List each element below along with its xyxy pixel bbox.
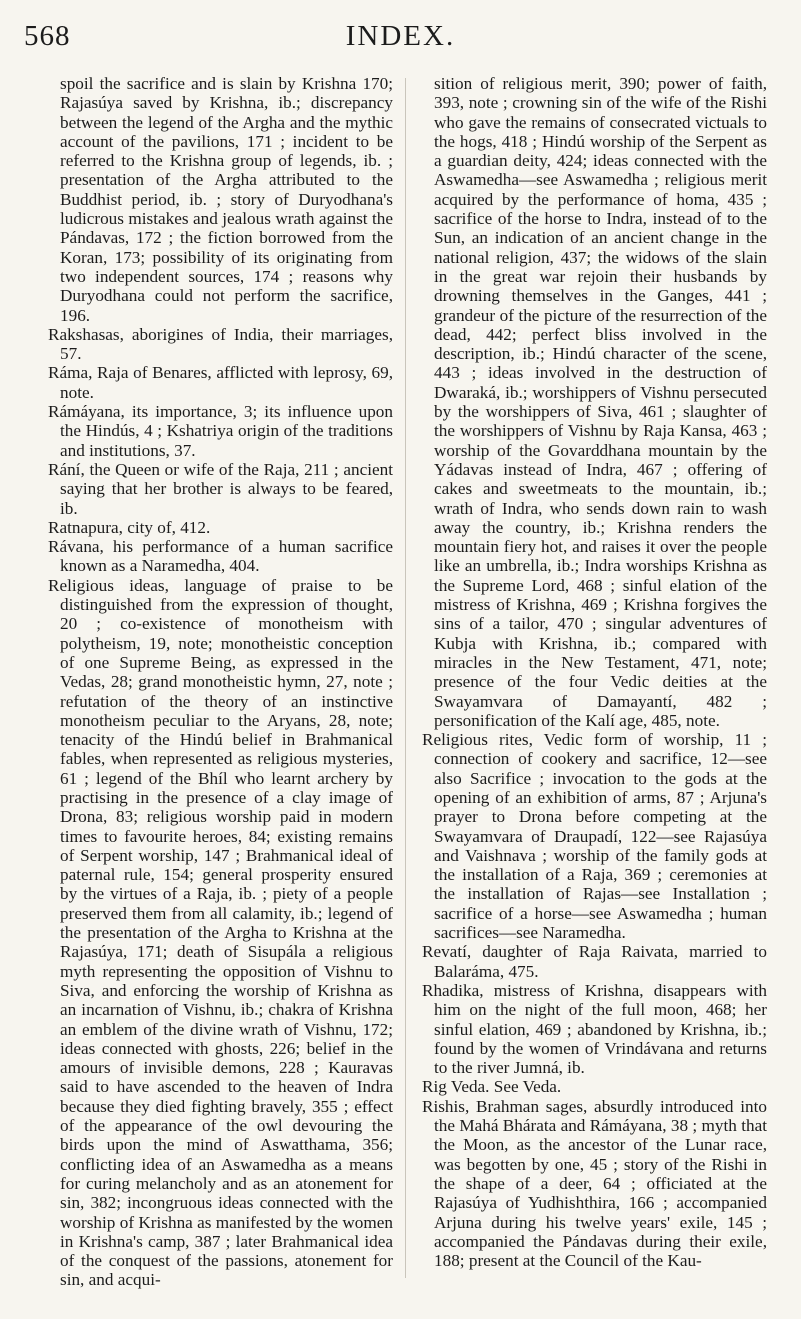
- index-entry: Ráma, Raja of Benares, afflicted with leprosy, 69, note.: [48, 363, 393, 402]
- index-entry: Religious ideas, language of praise to be distinguished from the expression of thought, 20 ; co-existence of monotheism with polytheism, 19, note; monotheistic conception of one Supreme Being, as expressed in the Vedas, 28; grand monotheistic hymn, 27, note ; refutation of the theory of an instinctive monotheism peculiar to the Aryans, 28, note; tenacity of the Hindú belief in Brahmanical fables, when represented as religious mysteries, 61 ; legend of the Bhíl who learnt archery by practising in the presence of a clay image of Drona, 83; religious worship paid in modern times to favourite heroes, 84; existing remains of Serpent worship, 147 ; Brahmanical ideal of paternal rule, 154; general prosperity ensured by the virtues of a Raja, ib. ; piety of a people preserved them from all calamity, ib.; legend of the presentation of the Argha to Krishna at the Rajasúya, 171; death of Sisupála a religious myth representing the opposition of Vishnu to Siva, and enforcing the worship of Krishna as an incarnation of Vishnu, ib.; chakra of Krishna an emblem of the divine wrath of Vishnu, 172; ideas connected with ghosts, 226; belief in the amours of invisible demons, 228 ; Kauravas said to have ascended to the heaven of Indra because they died fighting bravely, 355 ; effect of the appearance of the owl devouring the birds upon the mind of Aswatthama, 356; conflicting idea of an Aswamedha as a means for curing melancholy and as an atonement for sin, 382; incongruous ideas connected with the worship of Krishna as manifested by the women in Krishna's camp, 387 ; later Brahmanical idea of the conquest of the passions, atonement for sin, and acqui-: [48, 575, 393, 1290]
- index-entry: Revatí, daughter of Raja Raivata, married to Balaráma, 475.: [422, 942, 767, 981]
- index-entry: Rakshasas, aborigines of India, their marriages, 57.: [48, 324, 393, 364]
- index-entry: Ratnapura, city of, 412.: [48, 517, 211, 537]
- index-entry: Rámáyana, its importance, 3; its influence upon the Hindús, 4 ; Kshatriya origin of the traditions and institutions, 37.: [48, 402, 393, 460]
- running-head: INDEX.: [345, 20, 456, 52]
- index-entry: Rishis, Brahman sages, absurdly introduced into the Mahá Bhárata and Rámáyana, 38 ; myth that the Moon, as the ancestor of the Lunar race, was begotten by one, 45 ; story of the Rishi in the shape of a deer, 64 ; officiated at the Rajasúya of Yudhishthira, 166 ; accompanied Arjuna during his twelve years' exile, 145 ; accompanied the Pándavas during their exile, 188; present at the Council of the Kau-: [422, 1096, 767, 1271]
- index-entry: Rhadika, mistress of Krishna, disappears with him on the night of the full moon, 468; her sinful elation, 469 ; abandoned by Krishna, ib.; found by the women of Vrindávana and returns to the river Jumná, ib.: [422, 980, 767, 1078]
- index-entry-continuation: spoil the sacrifice and is slain by Krishna 170; Rajasúya saved by Krishna, ib.; discrepancy between the legend of the Argha and the mythic account of the pavilions, 171 ; incident to be referred to the Krishna group of legends, ib. ; presentation of the Argha attributed to the Buddhist period, ib. ; story of Duryodhana's ludicrous mistakes and jealous wrath against the Pándavas, 172 ; the fiction borrowed from the Koran, 173; possibility of its originating from two independent sources, 174 ; reasons why Duryodhana could not perform the sacrifice, 196.: [60, 74, 393, 325]
- right-column: [422, 74, 767, 1299]
- index-entry: Religious rites, Vedic form of worship, 11 ; connection of cookery and sacrifice, 12—see also Sacrifice ; invocation to the gods at the opening of an exhibition of arms, 87 ; Arjuna's prayer to Drona before competing at the Swayamvara of Draupadí, 122—see Rajasúya and Vaishnava ; worship of the family gods at the installation of a Raja, 369 ; ceremonies at the installation of Rajas—see Installation ; sacrifice of a horse—see Aswamedha ; human sacrifices—see Naramedha.: [422, 730, 767, 943]
- left-column: [48, 74, 393, 1299]
- index-entry: Rání, the Queen or wife of the Raja, 211 ; ancient saying that her brother is always to be feared, ib.: [48, 459, 393, 518]
- page-number: 568: [24, 20, 71, 52]
- index-entry-continuation: sition of religious merit, 390; power of faith, 393, note ; crowning sin of the wife of the Rishi who gave the remains of consecrated victuals to the hogs, 418 ; Hindú worship of the Serpent as a guardian deity, 424; ideas connected with the Aswamedha—see Aswamedha ; religious merit acquired by the performance of homa, 435 ; sacrifice of the horse to Indra, instead of to the Sun, an indication of an ancient change in the national religion, 437; the widows of the slain in the great war rejoin their husbands by drowning themselves in the Ganges, 441 ; grandeur of the picture of the resurrection of the dead, 442; perfect bliss involved in the description, ib.; Hindú character of the scene, 443 ; ideas involved in the destruction of Dwaraká, ib.; worshippers of Vishnu persecuted by the worshippers of Siva, 461 ; slaughter of the worshippers of Vishnu by Raja Kansa, 463 ; worship of the Govarddhana mountain by the Yádavas instead of Indra, 467 ; offering of cakes and sweetmeats to the mountain, ib.; wrath of Indra, who sends down rain to wash away the country, ib.; Krishna renders the mountain fiery hot, and raises it over the people like an umbrella, ib.; Indra worships Krishna as the Supreme Lord, 468 ; sinful elation of the mistress of Krishna, 469 ; Krishna forgives the sins of a tailor, 470 ; singular adventures of Kubja with Krishna, ib.; compared with miracles in the New Testament, 471, note; presence of the four Vedic deities at the Swayamvara of Damayantí, 482 ; personification of the Kalí age, 485, note.: [434, 74, 767, 730]
- index-entry: Rávana, his performance of a human sacrifice known as a Naramedha, 404.: [48, 537, 393, 576]
- index-entry: Rig Veda. See Veda.: [422, 1077, 562, 1097]
- page-header: [0, 20, 801, 60]
- column-divider: [405, 78, 406, 1278]
